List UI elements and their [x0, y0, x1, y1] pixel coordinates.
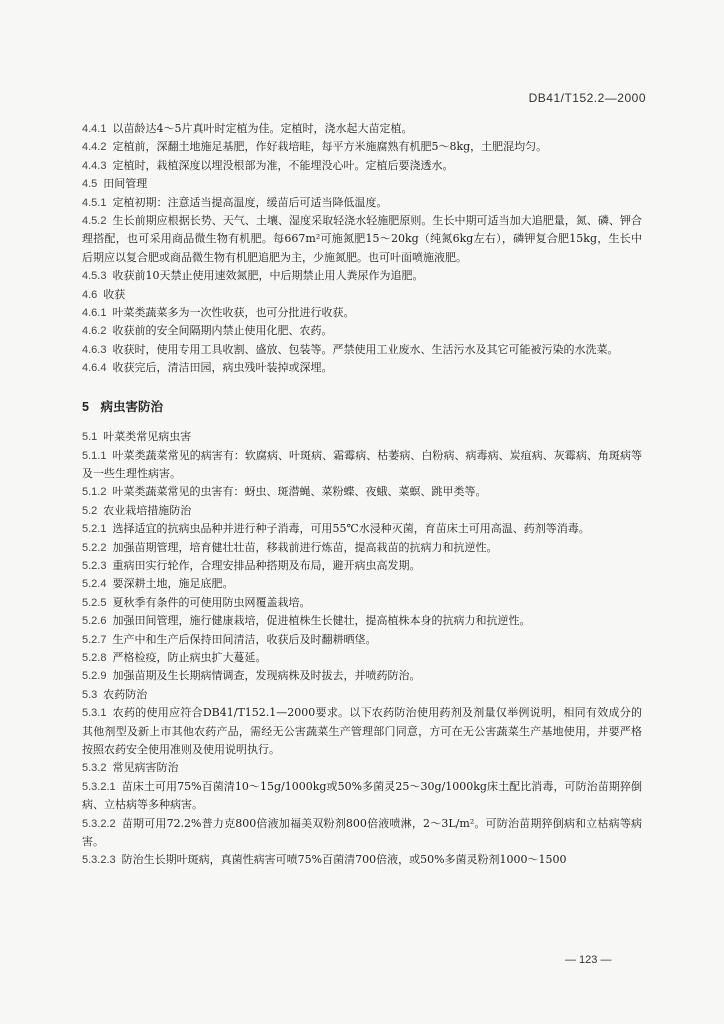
clause-text: 加强苗期管理，培育健壮壮苗，移栽前进行炼苗，提高栽苗的抗病力和抗逆性。 — [112, 540, 498, 554]
clause-text: 收获时，使用专用工具收割、盛放、包装等。严禁使用工业废水、生活污水及其它可能被污染的水洗菜。 — [112, 342, 619, 356]
paragraph — [82, 667, 642, 685]
clause-number: 5.1 — [82, 431, 98, 444]
paragraph — [82, 138, 642, 156]
clause-number: 4.5 — [82, 178, 98, 191]
clause-text: 加强苗期及生长期病情调查，发现病株及时拔去，并喷药防治。 — [112, 669, 421, 683]
paragraph — [82, 359, 642, 377]
clause-text: 生长前期应根据长势、天气、土壤、湿度采取轻浇水轻施肥原则。生长中期可适当加大追肥量，氮、磷、钾合理搭配，也可采用商品微生物有机肥。每667m²可施氮肥15～20kg（纯氮6kg左右），磷钾复合肥15kg，生长中后期应以复合肥或商品微生物有机肥追肥为主，少施氮肥。也可叶面喷施液肥。 — [82, 214, 642, 264]
clause-text: 夏秋季有条件的可使用防虫网覆盖栽培。 — [112, 595, 311, 609]
clause-number: 5.2.2 — [82, 541, 107, 554]
paragraph — [82, 575, 642, 593]
paragraph-group-section-5 — [82, 428, 642, 870]
clause-text: 定植前，深翻土地施足基肥，作好栽培畦，每平方米施腐熟有机肥5～8kg，土肥混均匀。 — [112, 140, 548, 154]
clause-number: 4.6.2 — [82, 325, 107, 338]
clause-number: 5.3 — [82, 688, 98, 701]
body-text — [82, 120, 642, 870]
paragraph — [82, 212, 642, 267]
section-heading — [82, 398, 642, 416]
page-number: — 123 — — [565, 954, 612, 966]
clause-text: 加强田间管理，施行健康栽培，促进植株生长健壮，提高植株本身的抗病力和抗逆性。 — [112, 614, 531, 628]
clause-text: 收获 — [103, 287, 126, 301]
clause-text: 田间管理 — [103, 177, 148, 191]
clause-number: 4.4.2 — [82, 141, 107, 154]
paragraph — [82, 322, 642, 340]
clause-text: 定植初期：注意适当提高温度，缓苗后可适当降低温度。 — [112, 195, 388, 209]
clause-text: 收获前的安全间隔期内禁止使用化肥、农药。 — [112, 324, 333, 338]
paragraph — [82, 631, 642, 649]
clause-number: 5.2.6 — [82, 615, 107, 628]
paragraph — [82, 759, 642, 777]
clause-text: 农药防治 — [103, 687, 148, 701]
paragraph — [82, 286, 642, 304]
paragraph — [82, 447, 642, 484]
clause-number: 5.3.2.2 — [82, 817, 116, 830]
paragraph — [82, 341, 642, 359]
clause-number: 4.6 — [82, 288, 98, 301]
clause-number: 5.2.4 — [82, 578, 107, 591]
clause-text: 苗床土可用75%百菌清10～15g/1000kg或50%多菌灵25～30g/1000kg床土配比消毒，可防治苗期猝倒病、立枯病等多种病害。 — [82, 779, 642, 812]
clause-number: 5.1.1 — [82, 449, 107, 462]
paragraph — [82, 304, 642, 322]
clause-text: 收获完后，清洁田园，病虫残叶装掉或深埋。 — [112, 361, 333, 375]
clause-text: 农药的使用应符合DB41/T152.1—2000要求。以下农药防治使用药剂及剂量仅举例说明，相同有效成分的其他剂型及新上市其他农药产品，需经无公害蔬菜生产管理部门同意，方可在无公害蔬菜生产基地使用，并要严格按照农药安全使用准则及使用说明执行。 — [82, 706, 642, 756]
clause-text: 叶菜类常见病虫害 — [103, 430, 192, 444]
clause-number: 5.2.1 — [82, 523, 107, 536]
clause-text: 要深耕土地，施足底肥。 — [112, 577, 234, 591]
clause-text: 生产中和生产后保持田间清洁，收获后及时翻耕晒垡。 — [112, 632, 377, 646]
clause-number: 4.5.3 — [82, 270, 107, 283]
clause-number: 4.4.1 — [82, 123, 107, 135]
paragraph — [82, 612, 642, 630]
paragraph — [82, 520, 642, 538]
clause-number: 5.1.2 — [82, 486, 107, 499]
paragraph — [82, 704, 642, 759]
clause-number: 5.2.3 — [82, 559, 107, 572]
clause-number: 4.4.3 — [82, 159, 107, 172]
paragraph — [82, 686, 642, 704]
paragraph — [82, 157, 642, 175]
clause-text: 常见病害防治 — [112, 761, 179, 775]
paragraph — [82, 851, 642, 869]
clause-number: 5.2.8 — [82, 651, 107, 664]
clause-text: 定植时，栽植深度以埋没根部为准，不能埋没心叶。定植后要浇透水。 — [112, 158, 454, 172]
paragraph — [82, 194, 642, 212]
clause-text: 农业栽培措施防治 — [103, 503, 192, 517]
clause-number: 4.5.2 — [82, 215, 107, 228]
paragraph — [82, 815, 642, 852]
paragraph — [82, 649, 642, 667]
clause-number: 5.3.2 — [82, 762, 107, 775]
clause-number: 5.3.2.1 — [82, 780, 116, 793]
section-heading-title: 病虫害防治 — [100, 399, 163, 414]
clause-number: 5.2.9 — [82, 670, 107, 683]
paragraph — [82, 594, 642, 612]
clause-number: 4.6.4 — [82, 362, 107, 375]
clause-number: 5.3.1 — [82, 707, 107, 720]
clause-text: 重病田实行轮作，合理安排品种搭期及布局，避开病虫高发期。 — [112, 558, 421, 572]
clause-text: 叶菜类蔬菜常见的病害有：软腐病、叶斑病、霜霉病、枯萎病、白粉病、病毒病、炭疽病、灰霉病、角斑病等及一些生理性病害。 — [82, 448, 642, 480]
paragraph — [82, 483, 642, 501]
paragraph-group-section-4 — [82, 120, 642, 378]
clause-text: 选择适宜的抗病虫品种并进行种子消毒，可用55℃水浸种灭菌，育苗床土可用高温、药剂等消毒。 — [112, 522, 590, 536]
paragraph — [82, 778, 642, 815]
clause-text: 叶菜类蔬菜常见的虫害有：蚜虫、斑潜蝇、菜粉蝶、夜蛾、菜螟、跳甲类等。 — [112, 485, 487, 499]
paragraph — [82, 428, 642, 446]
clause-number: 5.2.5 — [82, 596, 107, 609]
paragraph — [82, 502, 642, 520]
paragraph — [82, 539, 642, 557]
clause-text: 以苗龄达4～5片真叶时定植为佳。定植时，浇水起大苗定植。 — [112, 122, 413, 135]
clause-number: 4.6.1 — [82, 307, 107, 320]
paragraph — [82, 175, 642, 193]
clause-text: 收获前10天禁止使用速效氮肥，中后期禁止用人粪尿作为追肥。 — [112, 269, 424, 283]
section-heading-number: 5 — [82, 399, 89, 414]
clause-number: 4.6.3 — [82, 343, 107, 356]
clause-text: 防治生长期叶斑病，真菌性病害可喷75%百菌清700倍液，或50%多菌灵粉剂1000～1500 — [121, 853, 567, 867]
standard-number-header: DB41/T152.2—2000 — [528, 91, 646, 105]
clause-number: 5.3.2.3 — [82, 854, 116, 867]
clause-text: 严格检疫，防止病虫扩大蔓延。 — [112, 650, 267, 664]
clause-text: 苗期可用72.2%普力克800倍液加福美双粉剂800倍液喷淋，2～3L/m²。可防治苗期猝倒病和立枯病等病害。 — [82, 816, 642, 849]
paragraph — [82, 120, 642, 138]
paragraph — [82, 267, 642, 285]
paragraph — [82, 557, 642, 575]
clause-number: 5.2.7 — [82, 633, 107, 646]
clause-text: 叶菜类蔬菜多为一次性收获，也可分批进行收获。 — [112, 306, 355, 320]
clause-number: 5.2 — [82, 504, 98, 517]
clause-number: 4.5.1 — [82, 196, 107, 209]
